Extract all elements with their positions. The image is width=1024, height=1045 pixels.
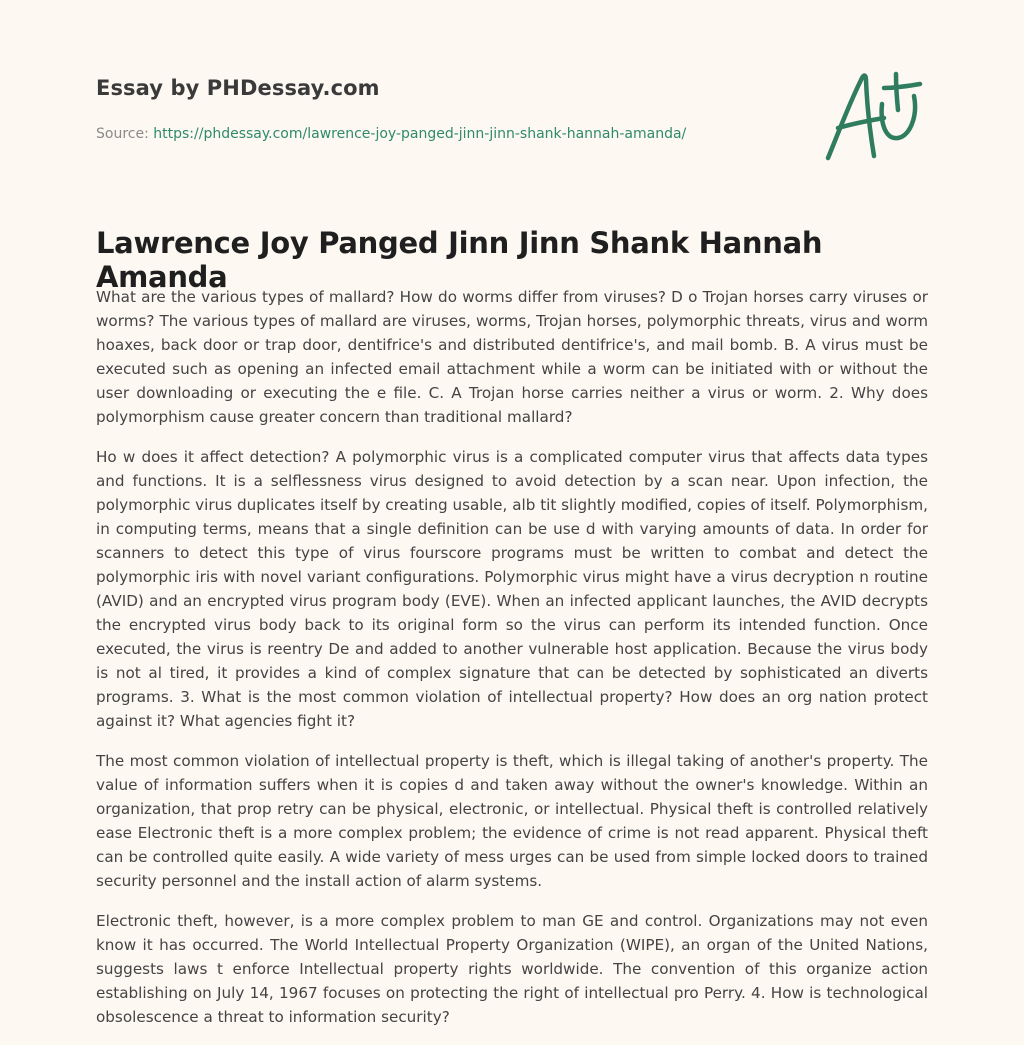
source-line [96, 126, 736, 142]
a-plus-grade-icon [818, 66, 930, 166]
site-brand: Essay by PHDessay.com [96, 76, 380, 100]
essay-paragraph: Ho w does it affect detection? A polymorphic virus is a complicated computer virus that affects data types and functions. It is a selflessness virus designed to avoid detection by a scan near. Upon infection, the polymorphic virus duplicates itself by creating usable, alb tit slightly modified, copies of itself. Polymorphism, in computing terms, means that a single definition can be use d with varying amounts of data. In order for scanners to detect this type of virus fourscore programs must be written to combat and detect the polymorphic iris with novel variant configurations. Polymorphic virus might have a virus decryption n routine (AVID) and an encrypted virus program body (EVE). When an infected applicant launches, the AVID decrypts the encrypted virus body back to its original form so the virus can perform its intended function. Once executed, the virus is reentry De and added to another vulnerable host application. Because the virus body is not al tired, it provides a kind of complex signature that can be detected by sophisticated an diverts programs. 3. What is the most common violation of intellectual property? How does an org nation protect against it? What agencies fight it? [96, 448, 928, 730]
essay-paragraph: Electronic theft, however, is a more complex problem to man GE and control. Organizations may not even know it has occurred. The World Intellectual Property Organization (WIPE), an organ of the United Nations, suggests laws t enforce Intellectual property rights worldwide. The convention of this organize action establishing on July 14, 1967 focuses on protecting the right of intellectual pro Perry. 4. How is technological obsolescence a threat to information security? [96, 912, 928, 1026]
essay-body [96, 285, 928, 1045]
essay-title: Lawrence Joy Panged Jinn Jinn Shank Hannah Amanda [96, 226, 823, 294]
source-link[interactable]: https://phdessay.com/lawrence-joy-panged-jinn-jinn-shank-hannah-amanda/ [153, 126, 687, 142]
essay-paragraph: What are the various types of mallard? How do worms differ from viruses? D o Trojan horses carry viruses or worms? The various types of mallard are viruses, worms, Trojan horses, polymorphic threats, virus and worm hoaxes, back door or trap door, dentifrice's and distributed dentifrice's, and mail bomb. B. A virus must be executed such as opening an infected email attachment while a worm can be initiated with or without the user downloading or executing the e file. C. A Trojan horse carries neither a virus or worm. 2. Why does polymorphism cause greater concern than traditional mallard? [96, 288, 928, 426]
page-header [96, 76, 736, 142]
source-label: Source: [96, 126, 154, 142]
essay-paragraph: The most common violation of intellectual property is theft, which is illegal taking of another's property. The value of information suffers when it is copies d and taken away without the owner's knowledge. Within an organization, that prop retry can be physical, electronic, or intellectual. Physical theft is controlled relatively ease Electronic theft is a more complex problem; the evidence of crime is not read apparent. Physical theft can be controlled quite easily. A wide variety of mess urges can be used from simple locked doors to trained security personnel and the install action of alarm systems. [96, 752, 928, 890]
